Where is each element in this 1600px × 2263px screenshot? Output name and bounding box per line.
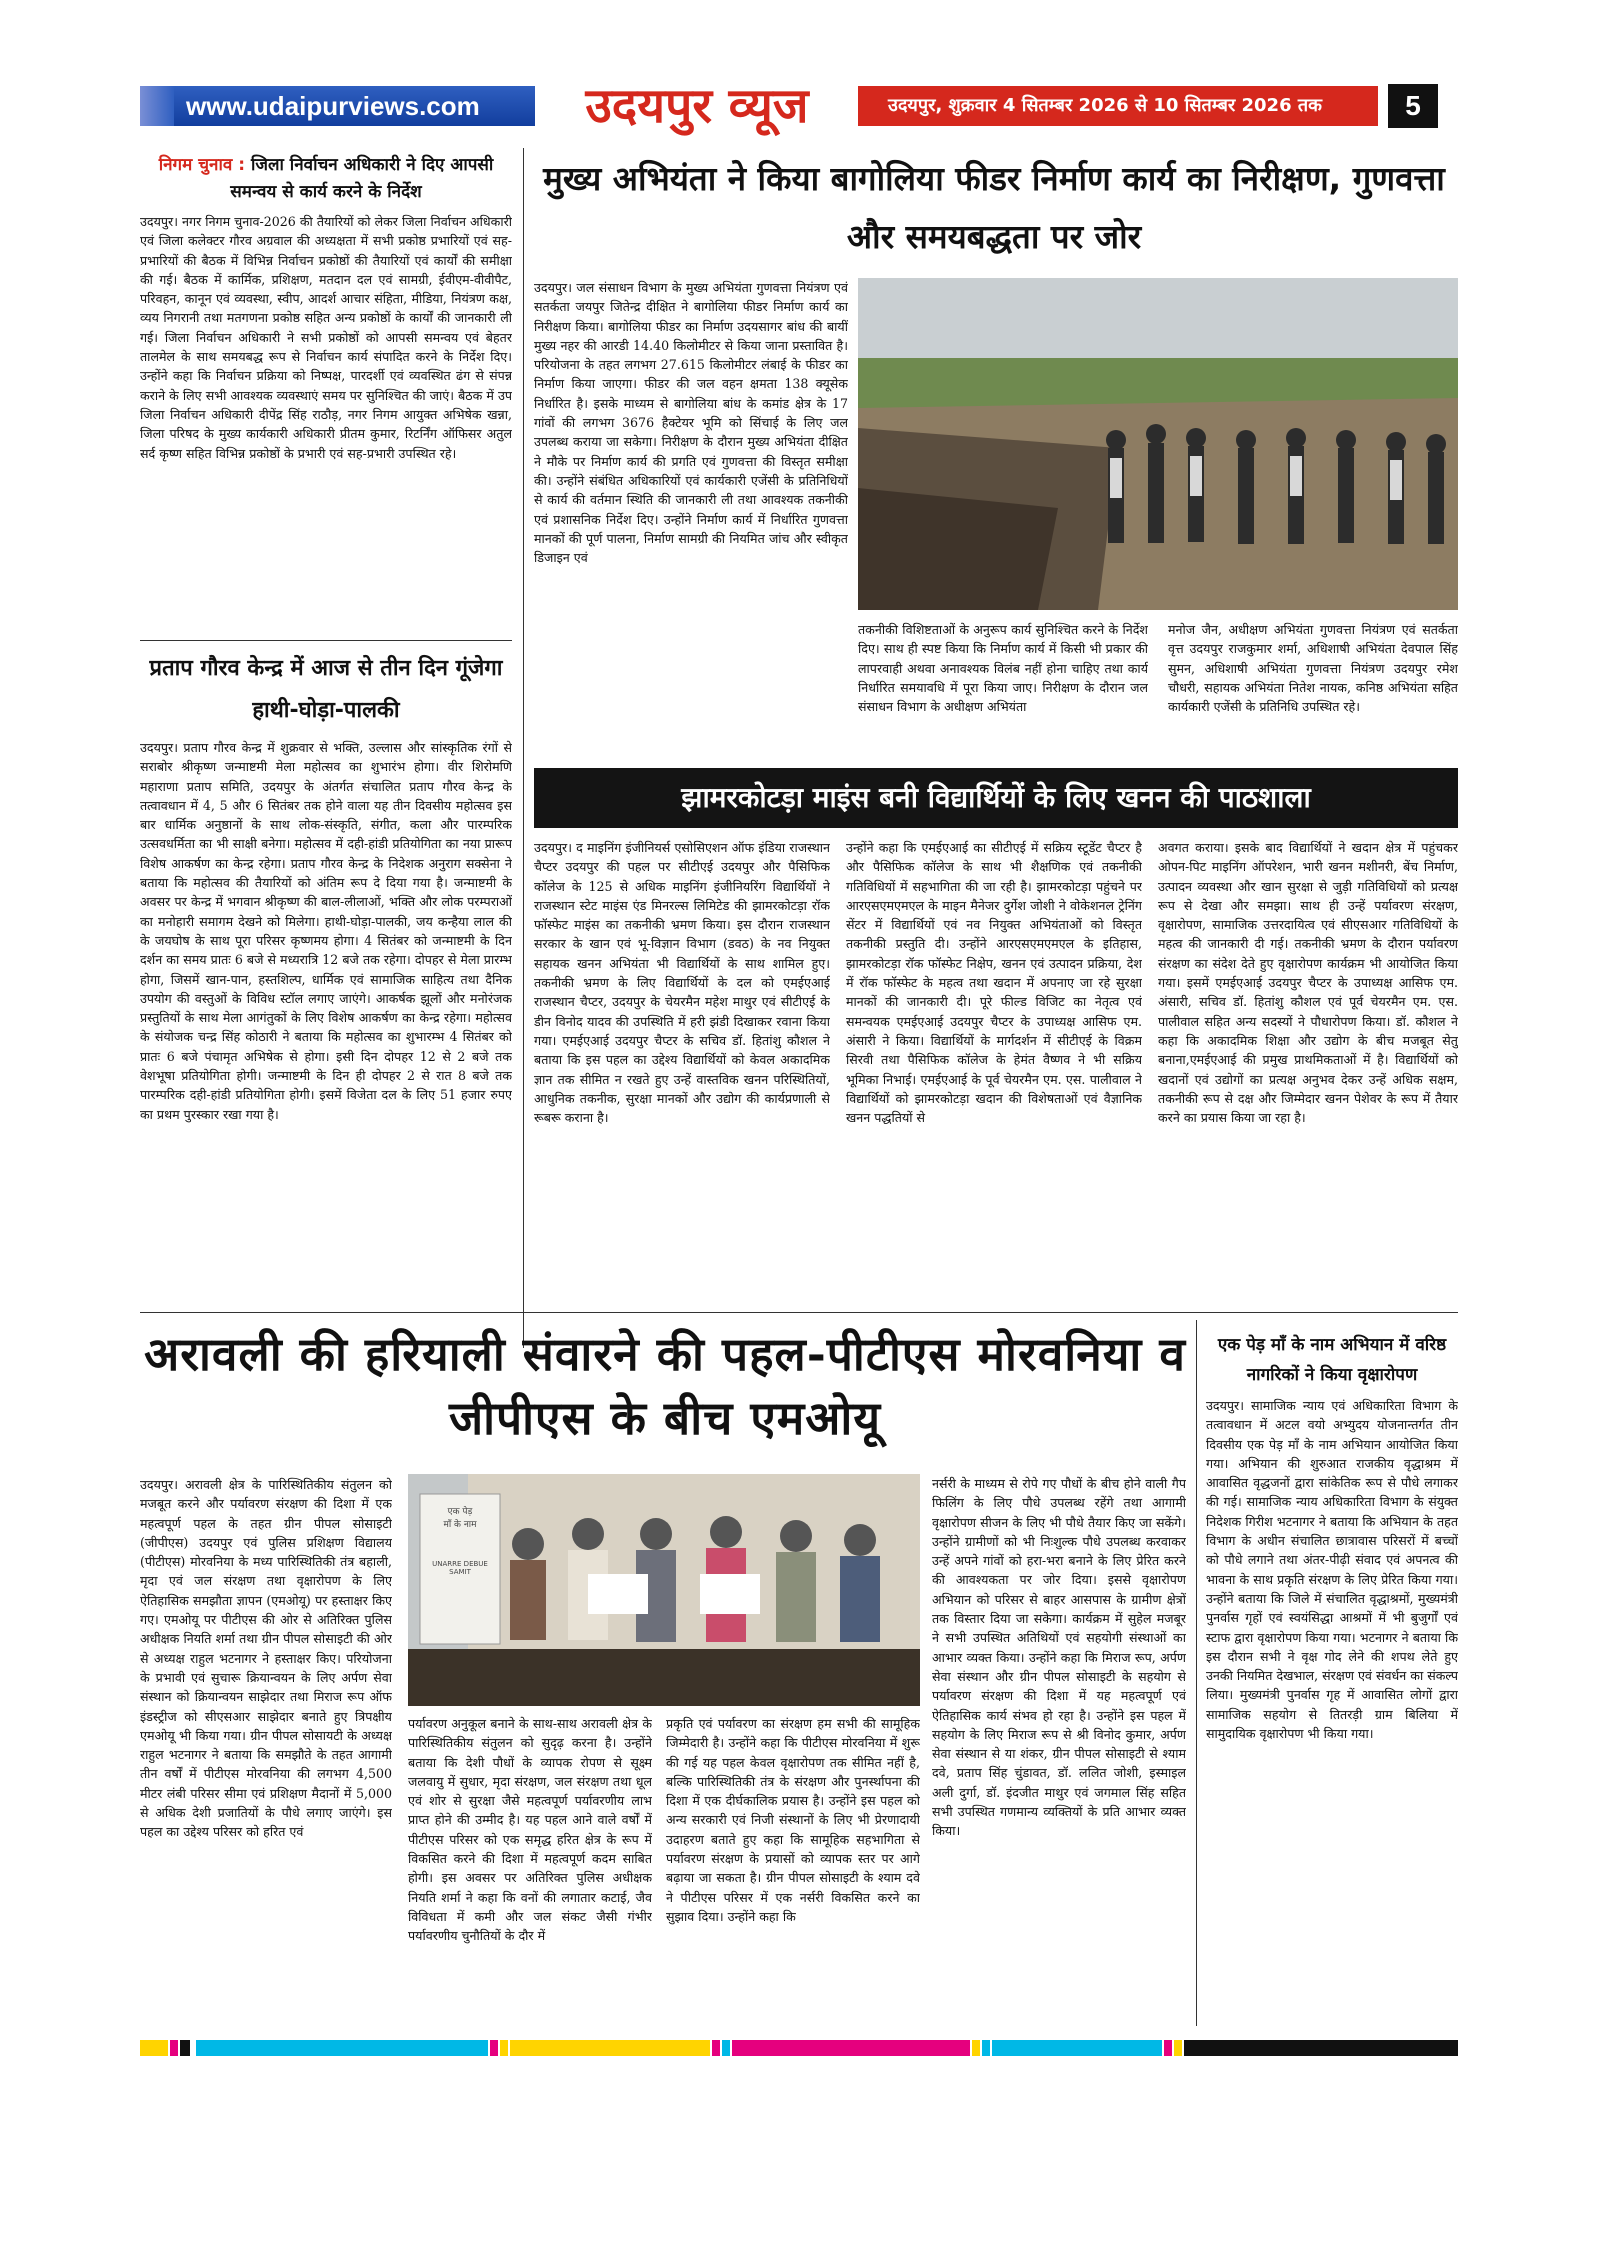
page-number: 5 bbox=[1388, 84, 1438, 128]
aravali-headline: अरावली की हरियाली संवारने की पहल-पीटीएस मोरवनिया व जीपीएस के बीच एमओयू bbox=[144, 1327, 1186, 1445]
column-rule bbox=[1196, 1320, 1197, 2026]
election-body: उदयपुर। नगर निगम चुनाव-2026 की तैयारियों को लेकर जिला निर्वाचन अधिकारी एवं जिला कलेक्टर गौरव अग्रवाल की अध्यक्षता में सभी प्रकोष्ठ प्रभारियों एवं सह-प्रभारियों की बैठक में विभिन्न निर्वाचन प्रकोष्ठों की तैयारियों एवं कार्यों की समीक्षा की गई। बैठक में कार्मिक, प्रशिक्षण, मतदान दल एवं सामग्री, ईवीएम-वीवीपैट, परिवहन, कानून एवं व्यवस्था, स्वीप, आदर्श आचार संहिता, मीडिया, नियंत्रण कक्ष, व्यय निगरानी तथा मतगणना प्रकोष्ठ सहित अन्य प्रकोष्ठों के कार्यों की जानकारी ली गई। जिला निर्वाचन अधिकारी ने सभी प्रकोष्ठों को आपसी समन्वय एवं बेहतर तालमेल के साथ समयबद्ध रूप से निर्वाचन कार्य संपादित करने के निर्देश दिए। उन्होंने कहा कि निर्वाचन प्रक्रिया को निष्पक्ष, पारदर्शी एवं व्यवस्थित ढंग से संपन्न कराने के लिए सभी आवश्यक व्यवस्थाएं समय पर सुनिश्चित की जाएं। बैठक में उप जिला निर्वाचन अधिकारी दीपेंद्र सिंह राठौड़, नगर निगम आयुक्त अभिषेक खन्ना, जिला परिषद के मुख्य कार्यकारी अधिकारी प्रीतम कुमार, रिटर्निंग ऑफिसर अतुल सर्द कृष्ण सहित विभिन्न प्रकोष्ठों के प्रभारी एवं सह-प्रभारी उपस्थित रहे। bbox=[140, 214, 512, 461]
feeder-headline: मुख्य अभियंता ने किया बागोलिया फीडर निर्माण कार्य का निरीक्षण, गुणवत्ता और समयबद्धता पर जोर bbox=[543, 159, 1445, 256]
janmashtami-body: उदयपुर। प्रताप गौरव केन्द्र में शुक्रवार से भक्ति, उल्लास और सांस्कृतिक रंगों से सराबोर श्रीकृष्ण जन्माष्टमी मेला महोत्सव का शुभारंभ होगा। वीर शिरोमणि महाराणा प्रताप समिति, उदयपुर के अंतर्गत संचालित प्रताप गौरव केन्द्र के तत्वावधान में 4, 5 और 6 सितंबर तक होने वाला यह तीन दिवसीय महोत्सव इस बार धार्मिक अनुष्ठानों के साथ लोक-संस्कृति, संगीत, कला और पारम्परिक उत्सवधर्मिता का भी साक्षी बनेगा। महोत्सव में दही-हांडी प्रतियोगिता का नया प्रारूप विशेष आकर्षण का केन्द्र रहेगा। प्रताप गौरव केन्द्र के निदेशक अनुराग सक्सेना ने बताया कि महोत्सव की तैयारियों को अंतिम रूप दे दिया गया है। जन्माष्टमी के अवसर पर केन्द्र में भगवान श्रीकृष्ण की बाल-लीलाओं, भक्ति और लोक परम्पराओं का मनोहारी समागम देखने को मिलेगा। हाथी-घोड़ा-पालकी, जय कन्हैया लाल की के जयघोष के साथ पूरा परिसर कृष्णमय होगा। 4 सितंबर को जन्माष्टमी के दिन दर्शन का समय प्रातः 6 बजे से मध्यरात्रि 12 बजे तक रहेगा। दोपहर से मेला प्रारम्भ होगा, जिसमें खान-पान, हस्तशिल्प, धार्मिक एवं सामाजिक साहित्य तथा दैनिक उपयोग की वस्तुओं के विविध स्टॉल लगाए जाएंगे। आकर्षक झूलों और मनोरंजक प्रस्तुतियों के साथ मेला आगंतुकों के लिए विशेष आकर्षण का केन्द्र रहेगा। महोत्सव के संयोजक चन्द्र सिंह कोठारी ने बताया कि महोत्सव का शुभारम्भ 4 सितंबर को प्रातः 6 बजे पंचामृत अभिषेक से होगा। इसी दिन दोपहर 12 से 2 बजे तक वेशभूषा प्रतियोगिता होगी। जन्माष्टमी के दिन ही दोपहर 2 से रात 8 बजे तक पारम्परिक दही-हांडी प्रतियोगिता होगी। इसमें विजेता दल के लिए 51 हजार रुपए का प्रथम पुरस्कार रखा गया है। bbox=[140, 740, 512, 1122]
aravali-col-4: नर्सरी के माध्यम से रोपे गए पौधों के बीच होने वाली गैप फिलिंग के लिए पौधे उपलब्ध रहेंगे तथा आगामी वृक्षारोपण सीजन के लिए भी पौधे तैयार किए जा सकेंगे। उन्होंने ग्रामीणों को भी निःशुल्क पौधे उपलब्ध करवाकर उन्हें अपने गांवों को हरा-भरा बनाने के लिए प्रेरित करने की आवश्यकता पर जोर दिया। इससे वृक्षारोपण अभियान को परिसर से बाहर आसपास के ग्रामीण क्षेत्रों तक विस्तार दिया जा सकेगा। कार्यक्रम में सुहेल मजबूर ने सभी उपस्थित अतिथियों एवं सहयोगी संस्थाओं का आभार व्यक्त किया। उन्होंने कहा कि मिराज रूप, अर्पण सेवा संस्थान और ग्रीन पीपल सोसाइटी के सहयोग से पर्यावरण संरक्षण की दिशा में यह महत्वपूर्ण एवं ऐतिहासिक कार्य संभव हो रहा है। उन्होंने इस पहल में सहयोग के लिए मिराज रूप से श्री विनोद कुमार, अर्पण सेवा संस्थान से या शंकर, ग्रीन पीपल सोसाइटी से श्याम दवे, प्रताप सिंह चुंडावत, डॉ. ललित जोशी, इस्माइल अली दुर्गा, डॉ. इंदजीत माथुर एवं जगमाल सिंह सहित सभी उपस्थित गणमान्य व्यक्तियों के प्रति आभार व्यक्त किया। bbox=[932, 1476, 1186, 1839]
feeder-body-right: मनोज जैन, अधीक्षण अभियंता गुणवत्ता नियंत्रण एवं सतर्कता वृत्त उदयपुर राजकुमार शर्मा, अधिशाषी अभियंता देवपाल सिंह सुमन, अधिशाषी अभियंता गुणवत्ता नियंत्रण उदयपुर रमेश चौधरी, सहायक अभियंता नितेश नायक, कनिष्ठ अभियंता सहित कार्यकारी एजेंसी के प्रतिनिधि उपस्थित रहे। bbox=[1168, 622, 1458, 715]
feeder-body-mid: तकनीकी विशिष्टताओं के अनुरूप कार्य सुनिश्चित करने के निर्देश दिए। साथ ही स्पष्ट किया कि निर्माण कार्य में किसी भी प्रकार की लापरवाही अथवा अनावश्यक विलंब नहीं होना चाहिए तथा कार्य निर्धारित समयावधि में पूरा किया जाए। निरीक्षण के दौरान जल संसाधन विभाग के अधीक्षण अभियंता bbox=[858, 622, 1148, 715]
aravali-col-3: प्रकृति एवं पर्यावरण का संरक्षण हम सभी की सामूहिक जिम्मेदारी है। उन्होंने कहा कि पीटीएस मोरवनिया में शुरू की गई यह पहल केवल वृक्षारोपण तक सीमित नहीं है, बल्कि पारिस्थितिकी तंत्र के संरक्षण और पुनर्स्थापना की दिशा में एक दीर्घकालिक प्रयास है। उन्होंने इस पहल को अन्य सरकारी एवं निजी संस्थानों के लिए भी प्रेरणादायी उदाहरण बताते हुए कहा कि सामूहिक सहभागिता से पर्यावरण संरक्षण के प्रयासों को व्यापक स्तर पर आगे बढ़ाया जा सकता है। ग्रीन पीपल सोसाइटी के श्याम दवे ने पीटीएस परिसर में एक नर्सरी विकसित करने का सुझाव दिया। उन्होंने कहा कि bbox=[666, 1716, 920, 1924]
print-color-bar bbox=[510, 2040, 710, 2056]
masthead-logo: उदयपुर व्यूज bbox=[585, 78, 809, 134]
print-color-bar bbox=[732, 2040, 970, 2056]
print-color-bar bbox=[140, 2040, 168, 2056]
print-color-bar bbox=[1174, 2040, 1182, 2056]
print-color-bar bbox=[170, 2040, 178, 2056]
aravali-col-1: उदयपुर। अरावली क्षेत्र के पारिस्थितिकीय संतुलन को मजबूत करने और पर्यावरण संरक्षण की दिशा में एक महत्वपूर्ण पहल के तहत ग्रीन पीपल सोसाइटी (जीपीएस) उदयपुर एवं पुलिस प्रशिक्षण विद्यालय (पीटीएस) मोरवनिया के मध्य पारिस्थितिकी तंत्र बहाली, मृदा एवं जल संरक्षण तथा वृक्षारोपण के लिए ऐतिहासिक समझौता ज्ञापन (एमओयू) पर हस्ताक्षर किए गए। एमओयू पर पीटीएस की ओर से अतिरिक्त पुलिस अधीक्षक नियति शर्मा तथा ग्रीन पीपल सोसाइटी की ओर से अध्यक्ष राहुल भटनागर ने हस्ताक्षर किए। परियोजना के प्रभावी एवं सुचारू क्रियान्वयन के लिए अर्पण सेवा संस्थान को क्रियान्वयन साझेदार तथा मिराज रूप ऑफ इंडस्ट्रीज को सीएसआर साझेदार बनाते हुए त्रिपक्षीय एमओयू भी किया गया। ग्रीन पीपल सोसायटी के अध्यक्ष राहुल भटनागर ने बताया कि समझौते के तहत आगामी तीन वर्षों में पीटीएस मोरवनिया की लगभग 4,500 मीटर लंबी परिसर सीमा एवं प्रशिक्षण मैदानों में 5,000 से अधिक देशी प्रजातियों के पौधे लगाए जाएंगे। इस पहल का उद्देश्य परिसर को हरित एवं bbox=[140, 1477, 392, 1840]
janmashtami-story bbox=[140, 648, 512, 1396]
column-rule bbox=[523, 148, 524, 1348]
mines-col-1: उदयपुर। द माइनिंग इंजीनियर्स एसोसिएशन ऑफ इंडिया राजस्थान चैप्टर उदयपुर की पहल पर सीटीएई उदयपुर और पैसिफिक कॉलेज के 125 से अधिक माइनिंग इंजीनियरिंग विद्यार्थियों ने राजस्थान स्टेट माइंस एंड मिनरल्स लिमिटेड की झामरकोटड़ा रॉक फॉस्फेट माइंस का तकनीकी भ्रमण किया। इस दौरान राजस्थान सरकार के खान एवं भू-विज्ञान विभाग (डवठ) के नव नियुक्त सहायक खनन अभियंता भी विद्यार्थियों के साथ शामिल हुए। तकनीकी भ्रमण के लिए विद्यार्थियों के दल को एमईएआई राजस्थान चैप्टर, उदयपुर के चेयरमैन महेश माथुर एवं सीटीएई के डीन विनोद यादव की उपस्थिति में हरी झंडी दिखाकर रवाना किया गया। एमईएआई उदयपुर चैप्टर के सचिव डॉ. हितांशु कौशल ने बताया कि इस पहल का उद्देश्य विद्यार्थियों को केवल अकादमिक ज्ञान तक सीमित न रखते हुए उन्हें वास्तविक खनन परिस्थितियों, आधुनिक तकनीक, सुरक्षा मानकों और उद्योग की कार्यप्रणाली से रूबरू कराना है। bbox=[534, 840, 830, 1126]
tree-headline: एक पेड़ माँ के नाम अभियान में वरिष्ठ नागरिकों ने किया वृक्षारोपण bbox=[1217, 1335, 1447, 1385]
print-color-bar bbox=[992, 2040, 1162, 2056]
tree-story bbox=[1206, 1330, 1458, 1984]
election-title: जिला निर्वाचन अधिकारी ने दिए आपसी समन्वय से कार्य करने के निर्देश bbox=[230, 155, 494, 202]
feeder-site-photo bbox=[858, 278, 1458, 610]
dateline-bar: उदयपुर, शुक्रवार 4 सितम्बर 2026 से 10 सितम्बर 2026 तक bbox=[858, 86, 1378, 126]
mines-headline: झामरकोटड़ा माइंस बनी विद्यार्थियों के लिए खनन की पाठशाला bbox=[534, 768, 1458, 828]
election-headline bbox=[140, 152, 512, 206]
photo-banner-text: एक पेड़ माँ के नाम UNARRE DEBUE SAMIT bbox=[432, 1507, 488, 1576]
print-color-bar bbox=[972, 2040, 980, 2056]
divider bbox=[140, 1312, 1458, 1313]
print-color-bar bbox=[1184, 2040, 1458, 2056]
aravali-col-2: पर्यावरण अनुकूल बनाने के साथ-साथ अरावली क्षेत्र के पारिस्थितिकीय संतुलन को सुदृढ़ करना है। उन्होंने बताया कि देशी पौधों के व्यापक रोपण से सूक्ष्म जलवायु में सुधार, मृदा संरक्षण, जल संरक्षण तथा धूल एवं शोर से सुरक्षा जैसे महत्वपूर्ण पर्यावरणीय लाभ प्राप्त होने की उम्मीद है। यह पहल आने वाले वर्षों में पीटीएस परिसर को एक समृद्ध हरित क्षेत्र के रूप में विकसित करने की दिशा में महत्वपूर्ण कदम साबित होगी। इस अवसर पर अतिरिक्त पुलिस अधीक्षक नियति शर्मा ने कहा कि वनों की लगातार कटाई, जैव विविधता में कमी और जल संकट जैसी गंभीर पर्यावरणीय चुनौतियों के दौर में bbox=[408, 1716, 652, 1944]
print-color-bar bbox=[490, 2040, 498, 2056]
feeder-body-left: उदयपुर। जल संसाधन विभाग के मुख्य अभियंता गुणवत्ता नियंत्रण एवं सतर्कता जयपुर जितेन्द्र दीक्षित ने बागोलिया फीडर निर्माण कार्य का निरीक्षण किया। बागोलिया फीडर का निर्माण उदयसागर बांध की बायीं मुख्य नहर की आरडी 14.40 किलोमीटर से किया जाना प्रस्तावित है। परियोजना के तहत लगभग 27.615 किलोमीटर लंबाई के फीडर का निर्माण किया जाएगा। फीडर की जल वहन क्षमता 138 क्यूसेक निर्धारित है। इसके माध्यम से बागोलिया बांध के कमांड क्षेत्र के 17 गांवों की लगभग 3676 हैक्टेयर भूमि को सिंचाई के लिए जल उपलब्ध कराया जा सकेगा। निरीक्षण के दौरान मुख्य अभियंता दीक्षित ने मौके पर निर्माण कार्य की प्रगति एवं गुणवत्ता की विस्तृत समीक्षा की। उन्होंने संबंधित अधिकारियों एवं कार्यकारी एजेंसी के प्रतिनिधियों से कार्य की वर्तमान स्थिति की जानकारी ली तथा आवश्यक तकनीकी एवं प्रशासनिक निर्देश दिए। उन्होंने निर्माण कार्य में निर्धारित गुणवत्ता मानकों की पूर्ण पालना, निर्माण सामग्री की नियमित जांच और स्वीकृत डिजाइन एवं bbox=[534, 280, 848, 566]
mines-col-3: अवगत कराया। इसके बाद विद्यार्थियों ने खदान क्षेत्र में पहुंचकर ओपन-पिट माइनिंग ऑपरेशन, भारी खनन मशीनरी, बेंच निर्माण, उत्पादन व्यवस्था और खान सुरक्षा से जुड़ी गतिविधियों को प्रत्यक्ष रूप से देखा और समझा। साथ ही उन्हें पर्यावरण संरक्षण, वृक्षारोपण, सामाजिक उत्तरदायित्व एवं सीएसआर गतिविधियों के महत्व की जानकारी दी गई। तकनीकी भ्रमण के दौरान पर्यावरण संरक्षण का संदेश देते हुए वृक्षारोपण कार्यक्रम भी आयोजित किया गया। इसमें एमईएआई उदयपुर चैप्टर के उपाध्यक्ष आसिफ एम. अंसारी, सचिव डॉ. हितांशु कौशल एवं पूर्व चेयरमैन एम. एस. पालीवाल सहित अन्य सदस्यों ने पौधारोपण किया। डॉ. कौशल ने कहा कि अकादमिक शिक्षा और उद्योग के बीच मजबूत सेतु बनाना,एमईएआई की प्रमुख प्राथमिकताओं में है। विद्यार्थियों को खदानों एवं उद्योगों का प्रत्यक्ष अनुभव देकर उन्हें अधिक सक्षम, तकनीकी रूप से दक्ष और जिम्मेदार खनन पेशेवर के रूप में तैयार करने का प्रयास किया जा रहा है। bbox=[1158, 840, 1458, 1126]
print-color-bar bbox=[712, 2040, 720, 2056]
mines-col-2: उन्होंने कहा कि एमईएआई का सीटीएई में सक्रिय स्टूडेंट चैप्टर है और पैसिफिक कॉलेज के साथ भी शैक्षणिक एवं तकनीकी गतिविधियों में सहभागिता की जा रही है। झामरकोटड़ा पहुंचने पर आरएसएमएमएल के माइन मैनेजर दुर्गेश जोशी ने वोकेशनल ट्रेनिंग सेंटर में विद्यार्थियों एवं नव नियुक्त अभियंताओं को विस्तृत तकनीकी प्रस्तुति दी। उन्होंने आरएसएमएमएल के इतिहास, झामरकोटड़ा रॉक फॉस्फेट निक्षेप, खनन एवं उत्पादन प्रक्रिया, देश में रॉक फॉस्फेट के महत्व तथा खदान में अपनाए जा रहे सुरक्षा मानकों की जानकारी दी। पूरे फील्ड विजिट का नेतृत्व एवं समन्वयक एमईएआई उदयपुर चैप्टर के उपाध्यक्ष आसिफ एम. अंसारी ने किया। विद्यार्थियों के मार्गदर्शन में सीटीएई के विक्रम सिरवी तथा पैसिफिक कॉलेज के हेमंत वैष्णव ने भी सक्रिय भूमिका निभाई। एमईएआई के पूर्व चेयरमैन एम. एस. पालीवाल ने विद्यार्थियों को झामरकोटड़ा खदान की विशेषताओं एवं वैज्ञानिक खनन पद्धतियों से bbox=[846, 840, 1142, 1126]
divider bbox=[140, 640, 512, 641]
election-story bbox=[140, 152, 512, 642]
print-color-bar bbox=[722, 2040, 730, 2056]
janmashtami-headline: प्रताप गौरव केन्द्र में आज से तीन दिन गूंजेगा हाथी-घोड़ा-पालकी bbox=[149, 656, 503, 723]
print-color-bar bbox=[982, 2040, 990, 2056]
print-color-bar bbox=[196, 2040, 488, 2056]
site-url-bar[interactable] bbox=[140, 86, 535, 126]
print-color-bar bbox=[180, 2040, 190, 2056]
election-kicker: निगम चुनाव : bbox=[158, 155, 246, 175]
mou-signing-photo bbox=[408, 1474, 920, 1706]
tree-body: उदयपुर। सामाजिक न्याय एवं अधिकारिता विभाग के तत्वावधान में अटल वयो अभ्युदय योजनान्तर्गत तीन दिवसीय एक पेड़ माँ के नाम अभियान आयोजित किया गया। अभियान की शुरुआत राजकीय वृद्धाश्रम में आवासित वृद्धजनों द्वारा सांकेतिक रूप से पौधे लगाकर की गई। सामाजिक न्याय अधिकारिता विभाग के संयुक्त निदेशक गिरीश भटनागर ने बताया कि अभियान के तहत विभाग के अधीन संचालित छात्रावास परिसरों में बच्चों को पौधे लगाने तथा अंतर-पीढ़ी संवाद एवं अपनत्व की भावना के साथ प्रकृति संरक्षण के लिए प्रेरित किया गया। उन्होंने बताया कि जिले में संचालित वृद्धाश्रमों, मुख्यमंत्री पुनर्वास गृहों एवं स्वयंसिद्धा आश्रमों में भी बुजुर्गों एवं स्टाफ द्वारा वृक्षारोपण किया गया। भटनागर ने बताया कि इस दौरान सभी ने वृक्ष गोद लेने की शपथ लेते हुए उनकी नियमित देखभाल, संरक्षण एवं संवर्धन का संकल्प लिया। मुख्यमंत्री पुनर्वास गृह में आवासित लोगों द्वारा सामाजिक सहयोग से तितरड़ी ग्राम बिलिया में सामुदायिक वृक्षारोपण भी किया गया। bbox=[1206, 1398, 1458, 1742]
feeder-photo-illustration bbox=[858, 278, 1458, 610]
print-color-bar bbox=[1164, 2040, 1172, 2056]
site-url: www.udaipurviews.com bbox=[186, 91, 480, 121]
print-color-bar bbox=[500, 2040, 508, 2056]
